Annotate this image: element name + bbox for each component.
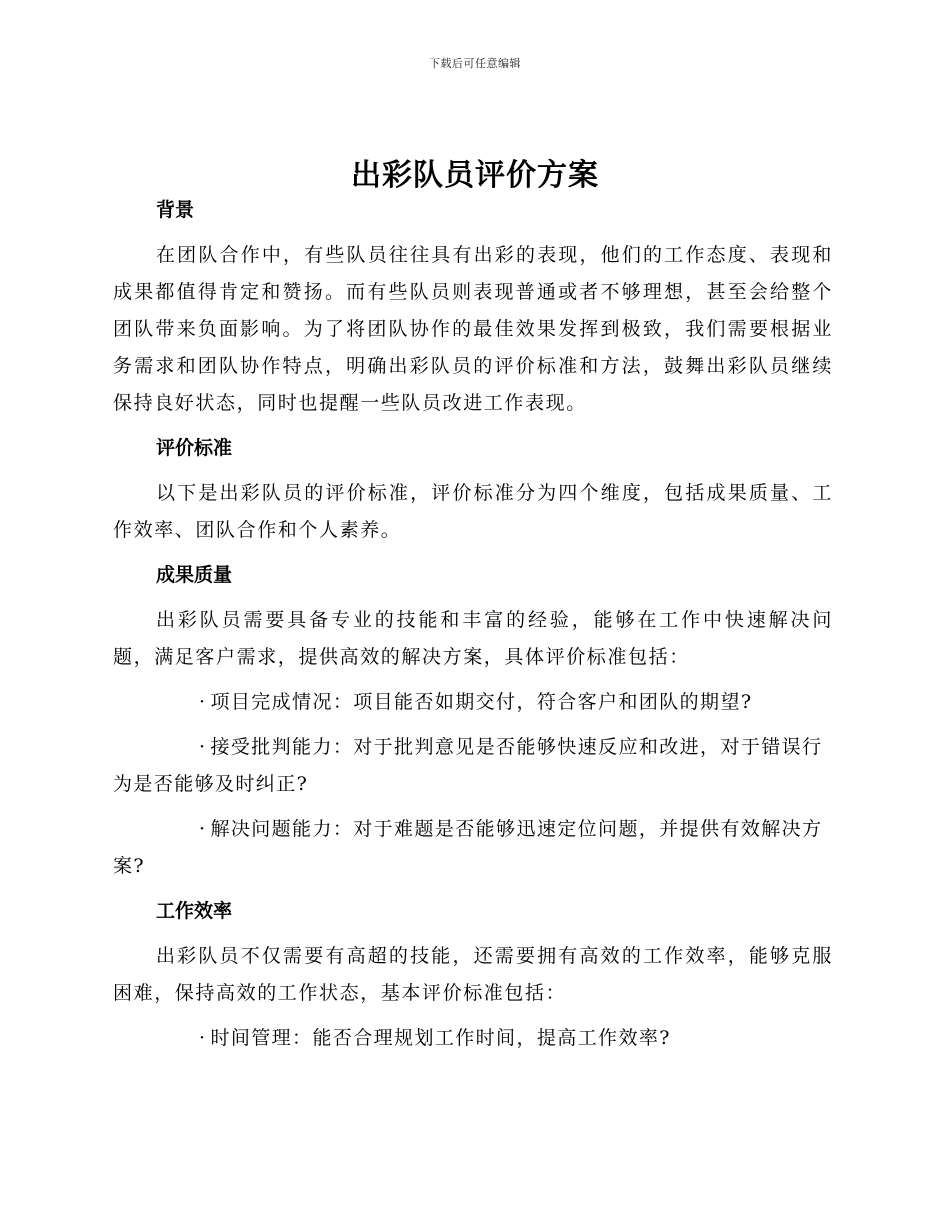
bullet-text: 项目完成情况：项目能否如期交付，符合客户和团队的期望? [210, 691, 753, 713]
section-heading-background: 背景 [156, 199, 195, 221]
bullet-item [113, 1020, 833, 1057]
bullet-text: 解决问题能力：对于难题是否能够迅速定位问题，并提供有效解决方案? [113, 818, 823, 877]
bullet-dot-icon: · [199, 691, 207, 713]
paragraph-quality: 出彩队员需要具备专业的技能和丰富的经验，能够在工作中快速解决问题，满足客户需求，提供高效的解决方案，具体评价标准包括： [113, 609, 833, 668]
header-note: 下载后可任意编辑 [429, 57, 521, 70]
document-body [113, 192, 833, 1065]
paragraph-background: 在团队合作中，有些队员往往具有出彩的表现，他们的工作态度、表现和成果都值得肯定和赞扬。而有些队员则表现普通或者不够理想，甚至会给整个团队带来负面影响。为了将团队协作的最佳效果发挥到极致，我们需要根据业务需求和团队协作特点，明确出彩队员的评价标准和方法，鼓舞出彩队员继续保持良好状态，同时也提醒一些队员改进工作表现。 [113, 244, 833, 414]
paragraph-criteria: 以下是出彩队员的评价标准，评价标准分为四个维度，包括成果质量、工作效率、团队合作和个人素养。 [113, 482, 833, 541]
bullet-dot-icon: · [199, 818, 207, 840]
section-heading-efficiency: 工作效率 [156, 900, 233, 922]
document-title: 出彩队员评价方案 [351, 158, 599, 193]
paragraph-efficiency: 出彩队员不仅需要有高超的技能，还需要拥有高效的工作效率，能够克服困难，保持高效的工作状态，基本评价标准包括： [113, 945, 833, 1004]
bullet-item [113, 811, 833, 885]
bullet-dot-icon: · [199, 1027, 207, 1049]
bullet-dot-icon: · [199, 736, 207, 758]
section-heading-quality: 成果质量 [156, 564, 233, 586]
bullet-item [113, 729, 833, 803]
bullet-text: 接受批判能力：对于批判意见是否能够快速反应和改进，对于错误行为是否能够及时纠正? [113, 736, 823, 795]
section-heading-criteria: 评价标准 [156, 437, 233, 459]
bullet-item [113, 684, 833, 721]
bullet-text: 时间管理：能否合理规划工作时间，提高工作效率? [210, 1027, 671, 1049]
